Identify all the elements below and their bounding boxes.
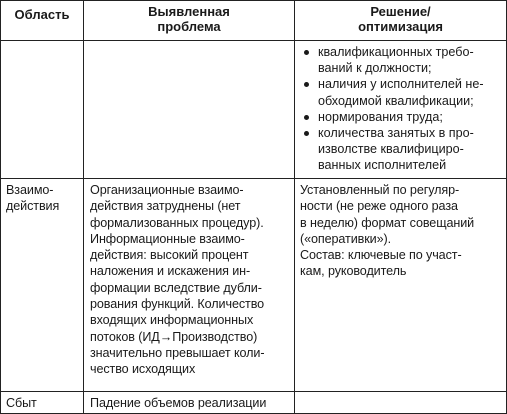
- table-border-top: [0, 0, 507, 1]
- header-solution: Решение/ оптимизация: [358, 4, 443, 34]
- bullet-icon: [304, 50, 309, 55]
- row2-solution: Установленный по регуляр- ности (не реже одного раза в неделю) формат совещаний («оперативки»). Состав: ключевые по участ- кам, руководитель: [300, 183, 475, 279]
- list-item: [300, 44, 505, 76]
- list-item: [300, 125, 505, 174]
- list-item: [300, 109, 505, 125]
- row2-problem: Организационные взаимо- действия затруднены (нет формализованных процедур). Информационные взаимо- действия: высокий процент наложения и искажения ин- формации вследствие дубли- рования функций. Количество входящих информационных потоков (ИД→Производство) значительно превышает коли- чество исходящих: [90, 183, 265, 377]
- bullet-icon: [304, 82, 309, 87]
- row-divider-2: [0, 391, 507, 392]
- column-divider-1: [83, 0, 84, 414]
- list-item-text: наличия у исполнителей не- обходимой квалификации;: [318, 77, 484, 108]
- header-divider: [0, 40, 507, 41]
- row3-area: Сбыт: [6, 396, 37, 410]
- list-item: [300, 76, 505, 108]
- row3-problem: Падение объемов реализации: [90, 396, 267, 410]
- row-divider-1: [0, 178, 507, 179]
- header-area: Область: [14, 7, 70, 22]
- list-item-text: квалификационных требо- ваний к должности;: [318, 45, 474, 76]
- table-border-left: [0, 0, 1, 414]
- row1-solution-list: [300, 44, 505, 174]
- header-problem: Выявленная проблема: [148, 4, 230, 34]
- list-item-text: нормирования труда;: [318, 109, 443, 124]
- bullet-icon: [304, 115, 309, 120]
- column-divider-2: [294, 0, 295, 414]
- list-item-text: количества занятых в про- изволстве квалифициро- ванных исполнителей: [318, 126, 474, 173]
- bullet-icon: [304, 131, 309, 136]
- row2-area: Взаимо- действия: [6, 183, 60, 214]
